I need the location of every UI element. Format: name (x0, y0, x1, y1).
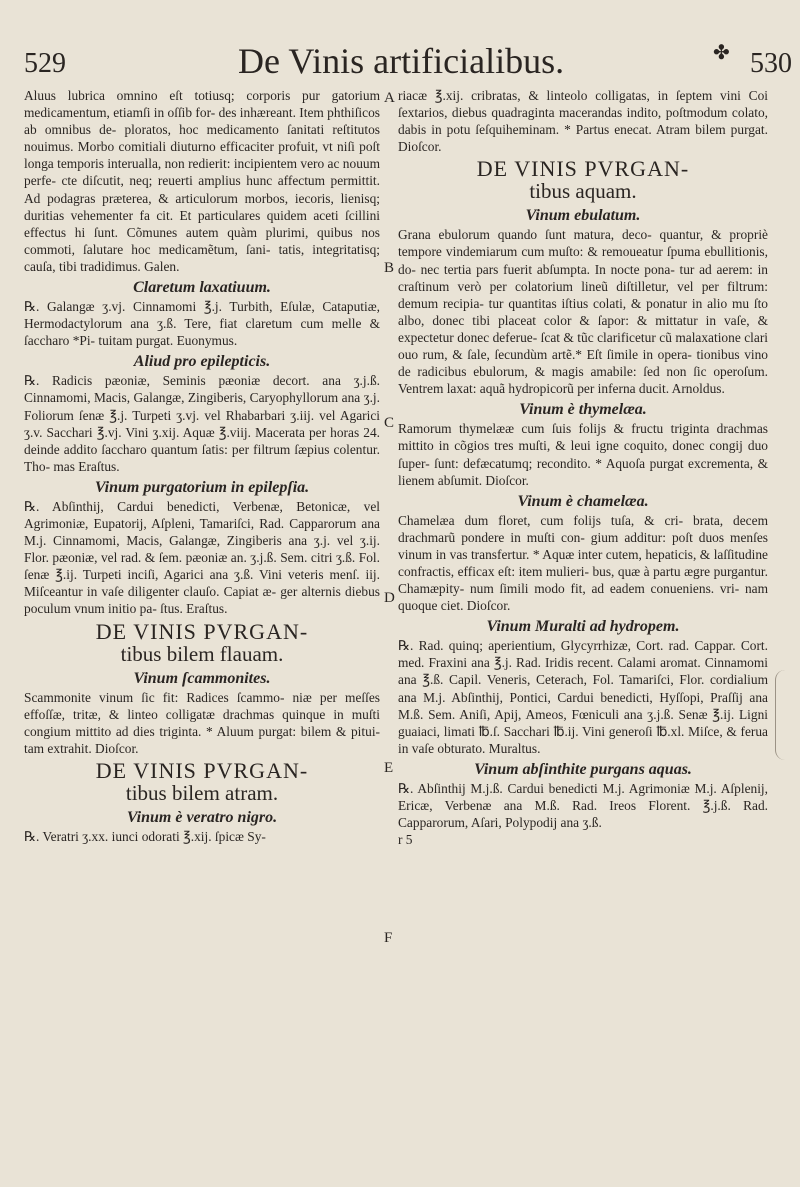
margin-letter-d: D (384, 590, 395, 606)
left-recipe-heading: Vinum è veratro nigro. (126, 808, 278, 826)
running-title: De Vinis artificialibus. (238, 41, 565, 81)
ornament-icon: ✤ (713, 42, 730, 64)
right-recipe-heading: Vinum è thymelæa. (519, 401, 647, 419)
page-header (0, 38, 800, 88)
left-paragraph: Aluus lubrica omnino eſt totiusq; corporis pur gatorium medicamentum, etiamſi in oſſib for- des inhæreant. Item phthiſicos ab omnibus de- ploratos, hoc medicamento ſanitati reſtitutos nouimus. Morbo comitiali diuturno efficaciter profuit, vt niſi poſt longa temporis interualla, non redierit: incipientem vero ac nouum perfe- cte diſcutit, neq; reuerti amplius hunc affectum permittit. Ad podagras præterea, & articulorum morbos, iecoris, lienisq; duritias vehementer fa cit. Et particulares quidem aceti ſcillini effectus hi ſunt. Cõmunes autem quàm plurimi, quibus nos commoti, ſalutare hoc medicamẽtum, ſani- tatis, integritatisq; cauſa, tibi tradidimus. Galen. (24, 88, 380, 274)
left-section-heading: DE VINIS PVRGAN- (95, 757, 309, 783)
left-column (24, 87, 380, 845)
right-paragraph: Grana ebulorum quando ſunt matura, deco- quantur, & propriè tempore vindemiarum cum muſto: & remoueatur ſpuma ebullitionis, do- nec tertia pars fuerit abſumpta. In nocte pona- tur ad aerem: in craſtinum verò per colatorium lineũ diſtilletur, vel per filtrum: demum recipia- tur quantitas iſtius colati, & ponatur in alio mu ſto albo, donec tibi placeat color & ſapor: & mittatur in vaſe, & expectetur donec deferue- ſcat & tũc clarificetur cũ malaxatione clari ouo rum, & ſale, ſecundùm artẽ.* Eſt ſimile in opera- tionibus vino de radicibus ebulorum, & magis amabile: ſed non ſic operoſum. Ventrem laxat: aquã hydropicorũ per inferna ducit. Arnoldus. (398, 227, 768, 397)
left-section-heading: DE VINIS PVRGAN- (95, 618, 309, 644)
left-paragraph: ℞. Abſinthij, Cardui benedicti, Verbenæ, Betonicæ, vel Agrimoniæ, Eupatorij, Aſpleni, Tamariſci, Rad. Capparorum ana M.j. Cinnamomi, Macis, Galangæ, Zingiberis ana ʒ.j. vel ʒ.ij. Flor. pæoniæ, vel rad. & ſem. pæoniæ an. ʒ.j.ß. Sem. citri ʒ.ß. Fol. ſenæ ℥.ij. Turpeti inciſi, Agarici ana ʒ.ß. Vini veteris menſ. iij. Miſceantur in vaſe diligenter clauſo. Capiat æ- ger alternis diebus poculum vnum initio pa- ſtus. Eraſtus. (24, 498, 380, 617)
margin-letter-a: A (384, 90, 395, 106)
left-paragraph: Scammonite vinum ſic fit: Radices ſcammo- niæ per meſſes effoſſæ, tritæ, & linteo colligatæ drachmas quinque in muſti congium mittito ad dies triginta. * Aluum purgat: bilem & pitui- tam extrahit. Dioſcor. (24, 689, 380, 756)
left-paragraph: ℞. Radicis pæoniæ, Seminis pæoniæ decort. ana ʒ.j.ß. Cinnamomi, Macis, Galangæ, Zingiberis, Caryophyllorum ana ʒ.j. Foliorum ſenæ ℥.j. Turpeti ʒ.vj. vel Rhabarbari ʒ.iij. vel Agarici ʒ.v. Sacchari ℥.vj. Vini ʒ.xij. Aquæ ℥.viij. Macerata per horas 24. deinde addito ſaccharo quantum ſatis: per filtrum ſæpius colentur. Tho- mas Eraſtus. (24, 373, 380, 474)
right-page-number: 530 (750, 48, 792, 79)
right-paragraph: riacæ ℥.xij. cribratas, & linteolo colligatas, in ſeptem vini Coi ſextarios, diebus quadraginta macerandas indito, poſtmodum colato, dabis in potu ſeſquiheminam. * Partus enecat. Atram bilem purgat. Dioſcor. (398, 88, 768, 155)
margin-letter-b: B (384, 260, 395, 276)
margin-letter-f: F (384, 930, 393, 946)
right-column (398, 87, 768, 848)
left-recipe-heading: Aliud pro epilepticis. (133, 353, 271, 371)
left-section-subheading: tibus bilem atram. (125, 780, 279, 805)
margin-letter-e: E (384, 760, 394, 776)
right-paragraph: r 5 (398, 832, 413, 848)
left-paragraph: ℞. Veratri ʒ.xx. iunci odorati ℥.xij. ſpicæ Sy- (24, 828, 266, 844)
right-recipe-heading: Vinum Muralti ad hydropem. (486, 618, 680, 636)
left-recipe-heading: Vinum ſcammonites. (133, 669, 271, 687)
left-paragraph: ℞. Galangæ ʒ.vj. Cinnamomi ℥.j. Turbith, Eſulæ, Cataputiæ, Hermodactylorum ana ʒ.ß. Tere, fiat claretum cum melle & ſaccharo *Pi- tuitam purgat. Euonymus. (24, 299, 380, 349)
left-recipe-heading: Claretum laxatiuum. (133, 279, 271, 297)
page-fold-mark (775, 670, 794, 760)
right-paragraph: ℞. Abſinthij M.j.ß. Cardui benedicti M.j. Agrimoniæ M.j. Aſplenij, Ericæ, Verbenæ ana M.ß. Rad. Ireos Florent. ℥.j.ß. Rad. Capparorum, Aſari, Polypodij ana ʒ.ß. (398, 780, 768, 831)
right-paragraph: ℞. Rad. quinq; aperientium, Glycyrrhizæ, Cort. rad. Cappar. Cort. med. Fraxini ana ℥.j. Rad. Iridis recent. Calami aromat. Cinnamomi ana ℥.ß. Capil. Veneris, Ceterach, Fol. Tamariſci, Flor. cordialium ana M.j. Abſinthij, Pontici, Cardui benedicti, Hyſſopi, Praſſij ana M.ß. Sem. Aniſi, Apij, Ameos, Fœniculi ana ʒ.j.ß. Senæ ℥.ij. Ligni guaiaci, limati ℔.ſ. Sacchari ℔.ij. Vini generoſi ℔.xl. Miſce, & ferua in vaſe obturato. Muraltus. (398, 638, 768, 756)
right-section-heading: DE VINIS PVRGAN- (476, 156, 690, 182)
right-recipe-heading: Vinum ebulatum. (525, 207, 641, 225)
left-section-subheading: tibus bilem flauam. (120, 641, 284, 666)
right-recipe-heading: Vinum è chamelæa. (517, 492, 649, 510)
right-paragraph: Chamelæa dum floret, cum folijs tuſa, & cri- brata, decem drachmarũ pondere in muſti con- gium additur: poſt duos menſes vinum in vas transfertur. * Aquæ inter cutem, hepaticis, & laſſitudine confractis, efficax eſt: item mulieri- bus, quæ à partu ægre purgantur. Chamæpity- num ſimili modo fit, ad eadem conueniens. vri- nam quoque ciet. Dioſcor. (398, 512, 768, 614)
margin-letter-c: C (384, 415, 395, 431)
right-recipe-heading: Vinum abſinthite purgans aquas. (474, 760, 692, 778)
right-section-subheading: tibus aquam. (529, 179, 637, 204)
left-recipe-heading: Vinum purgatorium in epilepſia. (94, 478, 310, 496)
left-page-number: 529 (24, 48, 66, 79)
right-paragraph: Ramorum thymelææ cum ſuis folijs & fructu triginta drachmas mittito in cõgios tres muſti, & leui igne coquito, donec congij duo ſuper- ſunt: defæcatumq; recondito. * Aquoſa purgat excrementa, & lienem abſumit. Dioſcor. (398, 421, 768, 488)
